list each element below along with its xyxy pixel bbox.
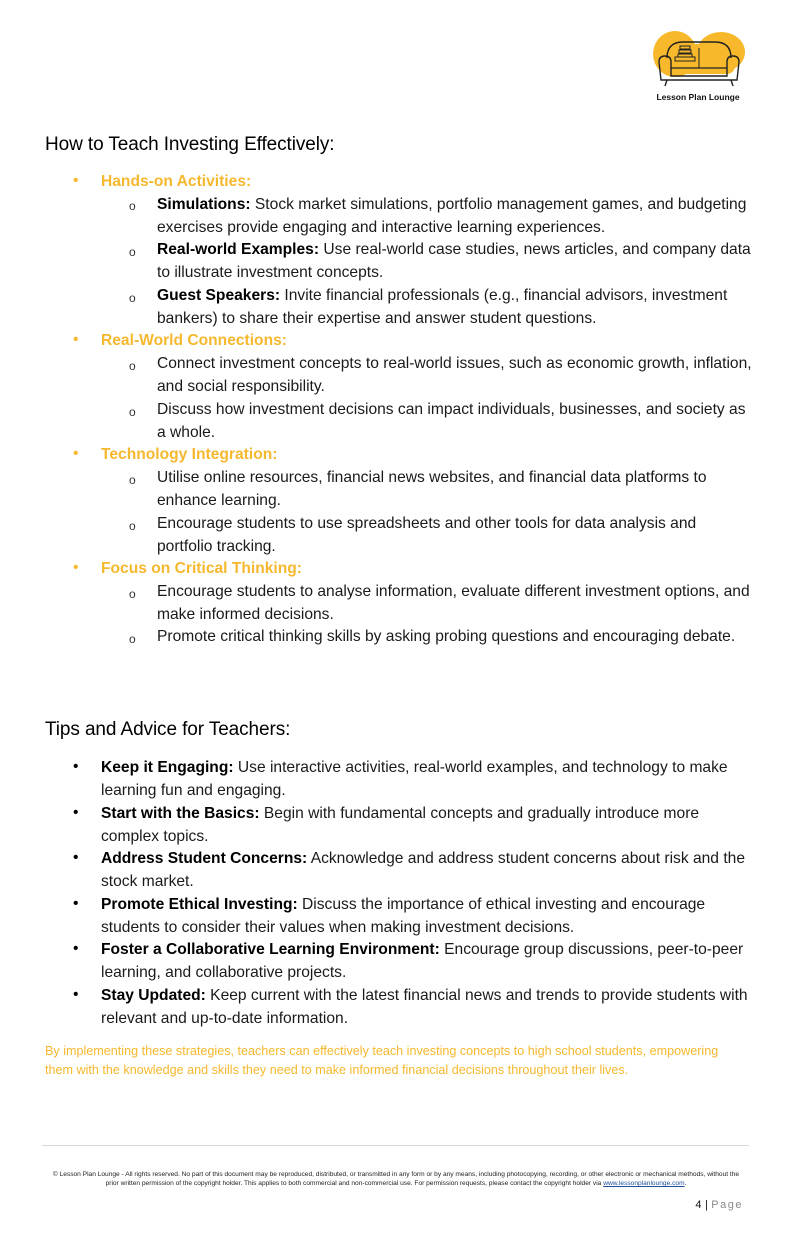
page-number: 4 | Page — [695, 1199, 743, 1211]
bullet-dot: • — [73, 445, 79, 462]
subsection-title: Focus on Critical Thinking: — [101, 560, 302, 577]
list-item: Simulations: Stock market simulations, portfolio management games, and budgeting exercises provide engaging and interactive learning experiences. — [157, 196, 747, 236]
closing-paragraph: By implementing these strategies, teachers can effectively teach investing concepts to high school students, empowering them with the knowledge and skills they need to make informed financial decisions throughout their lives. — [45, 1044, 719, 1077]
circle-bullet: o — [129, 473, 136, 487]
sofa-icon — [649, 28, 747, 92]
list-item: Encourage students to use spreadsheets and other tools for data analysis and portfolio tracking. — [157, 515, 697, 555]
bullet-dot: • — [73, 940, 79, 957]
tip-item: Keep it Engaging: Use interactive activities, real-world examples, and technology to make learning fun and engaging. — [101, 759, 728, 799]
footer-divider — [42, 1145, 749, 1146]
section-heading-teach: How to Teach Investing Effectively: — [45, 134, 335, 155]
bullet-dot: • — [73, 172, 79, 189]
tip-item: Promote Ethical Investing: Discuss the importance of ethical investing and encourage students to consider their values when making investment decisions. — [101, 896, 706, 936]
tip-item: Foster a Collaborative Learning Environment: Encourage group discussions, peer-to-peer learning, and collaborative projects. — [101, 941, 744, 981]
list-item: Promote critical thinking skills by asking probing questions and encouraging debate. — [157, 628, 736, 645]
subsection-title: Hands-on Activities: — [101, 173, 252, 190]
list-item: Discuss how investment decisions can impact individuals, businesses, and society as a whole. — [157, 401, 746, 441]
tip-item: Start with the Basics: Begin with fundamental concepts and gradually introduce more complex topics. — [101, 805, 700, 845]
circle-bullet: o — [129, 291, 136, 305]
list-item: Guest Speakers: Invite financial professionals (e.g., financial advisors, investment bankers) to share their expertise and answer student questions. — [157, 287, 728, 327]
bullet-dot: • — [73, 559, 79, 576]
circle-bullet: o — [129, 632, 136, 646]
brand-logo — [649, 28, 747, 106]
list-item: Real-world Examples: Use real-world case studies, news articles, and company data to illustrate investment concepts. — [157, 241, 751, 281]
bullet-dot: • — [73, 758, 79, 775]
tip-item: Address Student Concerns: Acknowledge and address student concerns about risk and the stock market. — [101, 850, 745, 890]
bullet-dot: • — [73, 895, 79, 912]
copyright-notice: © Lesson Plan Lounge - All rights reserved. No part of this document may be reproduced, distributed, or transmitted in any form or by any means, including photocopying, recording, or other electronic or mechanical methods, without the prior written permission of the copyright holder. This applies to both commercial and non-commercial use. For permission requests, please contact the copyright holder via www.lessonplanlounge.com. — [52, 1171, 740, 1188]
list-item: Utilise online resources, financial news websites, and financial data platforms to enhance learning. — [157, 469, 707, 509]
list-item: Encourage students to analyse information, evaluate different investment options, and make informed decisions. — [157, 583, 750, 623]
bullet-dot: • — [73, 331, 79, 348]
circle-bullet: o — [129, 359, 136, 373]
list-item: Connect investment concepts to real-world issues, such as economic growth, inflation, and social responsibility. — [157, 355, 752, 395]
bullet-dot: • — [73, 804, 79, 821]
bullet-dot: • — [73, 849, 79, 866]
circle-bullet: o — [129, 519, 136, 533]
logo-text: Lesson Plan Lounge — [656, 92, 740, 102]
subsection-title: Real-World Connections: — [101, 332, 287, 349]
bullet-dot: • — [73, 986, 79, 1003]
subsection-title: Technology Integration: — [101, 446, 278, 463]
circle-bullet: o — [129, 245, 136, 259]
circle-bullet: o — [129, 199, 136, 213]
circle-bullet: o — [129, 405, 136, 419]
section-heading-tips: Tips and Advice for Teachers: — [45, 719, 291, 740]
circle-bullet: o — [129, 587, 136, 601]
website-link[interactable]: www.lessonplanlounge.com — [603, 1180, 685, 1188]
tip-item: Stay Updated: Keep current with the latest financial news and trends to provide students with relevant and up-to-date information. — [101, 987, 748, 1027]
